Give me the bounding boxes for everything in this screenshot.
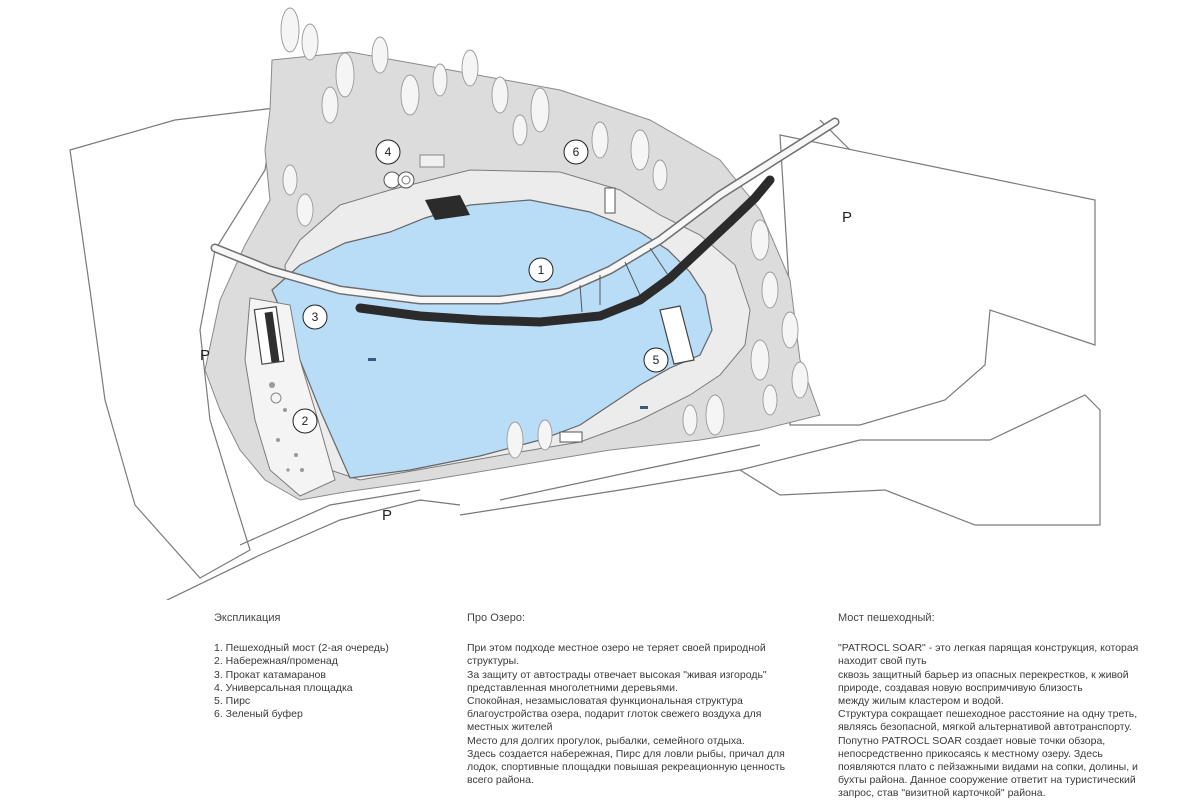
- bridge-text-line: являясь безопасной, мягкой альтернативой автотранспорту.: [838, 721, 1132, 734]
- bridge-text-line: Структура сокращает пешеходное расстояние на одну треть,: [838, 708, 1138, 721]
- explication-item: 3. Прокат катамаранов: [214, 668, 326, 681]
- lake-text-line: представленная многолетними деревьями.: [467, 681, 678, 694]
- lake-text-line: благоустройства озера, подарит глоток свежего воздуха для: [467, 708, 762, 721]
- bridge-text-line: "PATROCL SOAR" - это легкая парящая конструкция, которая: [838, 642, 1139, 655]
- land-east: [780, 135, 1095, 425]
- lake-text-line: структуры.: [467, 655, 520, 668]
- marker-1: [529, 258, 553, 282]
- parking-label-east: P: [842, 209, 853, 226]
- marker-label: 1: [537, 263, 545, 277]
- parking-label-south: P: [382, 507, 393, 524]
- lake-title: Про Озеро:: [467, 612, 526, 624]
- marker-3: [303, 305, 327, 329]
- explication-item: 6. Зеленый буфер: [214, 708, 303, 721]
- bridge-text-line: Попутно PATROCL SOAR создает новые точки обзора,: [838, 734, 1106, 747]
- bridge-text-line: непосредственно прикосаясь к местному озеру. Здесь: [838, 747, 1103, 760]
- lake-text-line: местных жителей: [467, 721, 553, 734]
- explication-item: 4. Универсальная площадка: [214, 681, 353, 694]
- lake-text-line: всего района.: [467, 774, 534, 787]
- marker-2: [293, 409, 317, 433]
- marker-label: 3: [311, 310, 319, 324]
- marker-label: 6: [572, 145, 580, 159]
- explication-item: 2. Набережная/променад: [214, 655, 338, 668]
- explication-title: Экспликация: [214, 612, 281, 624]
- marker-5: [644, 348, 668, 372]
- marker-label: 5: [652, 353, 660, 367]
- lake-text-line: Место для долгих прогулок, рыбалки, семейного отдыха.: [467, 734, 745, 747]
- bridge-text-line: находит свой путь: [838, 655, 927, 668]
- marker-6: [564, 140, 588, 164]
- bridge-text-line: сквозь защитный барьер из опасных перекрестков, к живой: [838, 668, 1129, 681]
- explication-column: [214, 612, 444, 721]
- parking-label-west: P: [200, 347, 211, 364]
- lake-text-line: За защиту от автострады отвечает высокая "живая изгородь": [467, 668, 767, 681]
- north-platform: [605, 188, 615, 213]
- south-jetty: [560, 432, 582, 442]
- lake-text-line: лодок, спортивные площадки повышая рекреационную ценность: [467, 761, 786, 774]
- explication-item: 1. Пешеходный мост (2-ая очередь): [214, 642, 389, 655]
- lake-description-column: [467, 612, 797, 787]
- bridge-text-line: между жилым кластером и водой.: [838, 695, 1004, 708]
- road-east-lower: [460, 470, 740, 515]
- bridge-text-line: бухты района. Данное сооружение ответит на туристический: [838, 774, 1136, 787]
- bridge-text-line: появляются плато с пейзажными видами на сопки, долины, и: [838, 761, 1138, 774]
- lake-text-line: При этом подходе местное озеро не теряет своей природной: [467, 642, 766, 655]
- marker-4: [376, 140, 400, 164]
- lake-text-line: Здесь создается набережная, Пирс для ловли рыбы, причал для: [467, 747, 785, 760]
- marker-label: 2: [301, 414, 309, 428]
- bridge-text-line: запрос, став "визитной карточкой" района.: [838, 787, 1046, 800]
- bridge-text-line: природе, создавая новую воспримчивую близость: [838, 681, 1083, 694]
- bridge-description-column: [838, 612, 1168, 801]
- road-south-edge: [240, 490, 420, 545]
- bridge-title: Мост пешеходный:: [838, 612, 935, 624]
- explication-item: 5. Пирс: [214, 695, 251, 708]
- marker-label: 4: [384, 145, 392, 159]
- lake-text-line: Спокойная, незамысловатая функциональная структура: [467, 695, 743, 708]
